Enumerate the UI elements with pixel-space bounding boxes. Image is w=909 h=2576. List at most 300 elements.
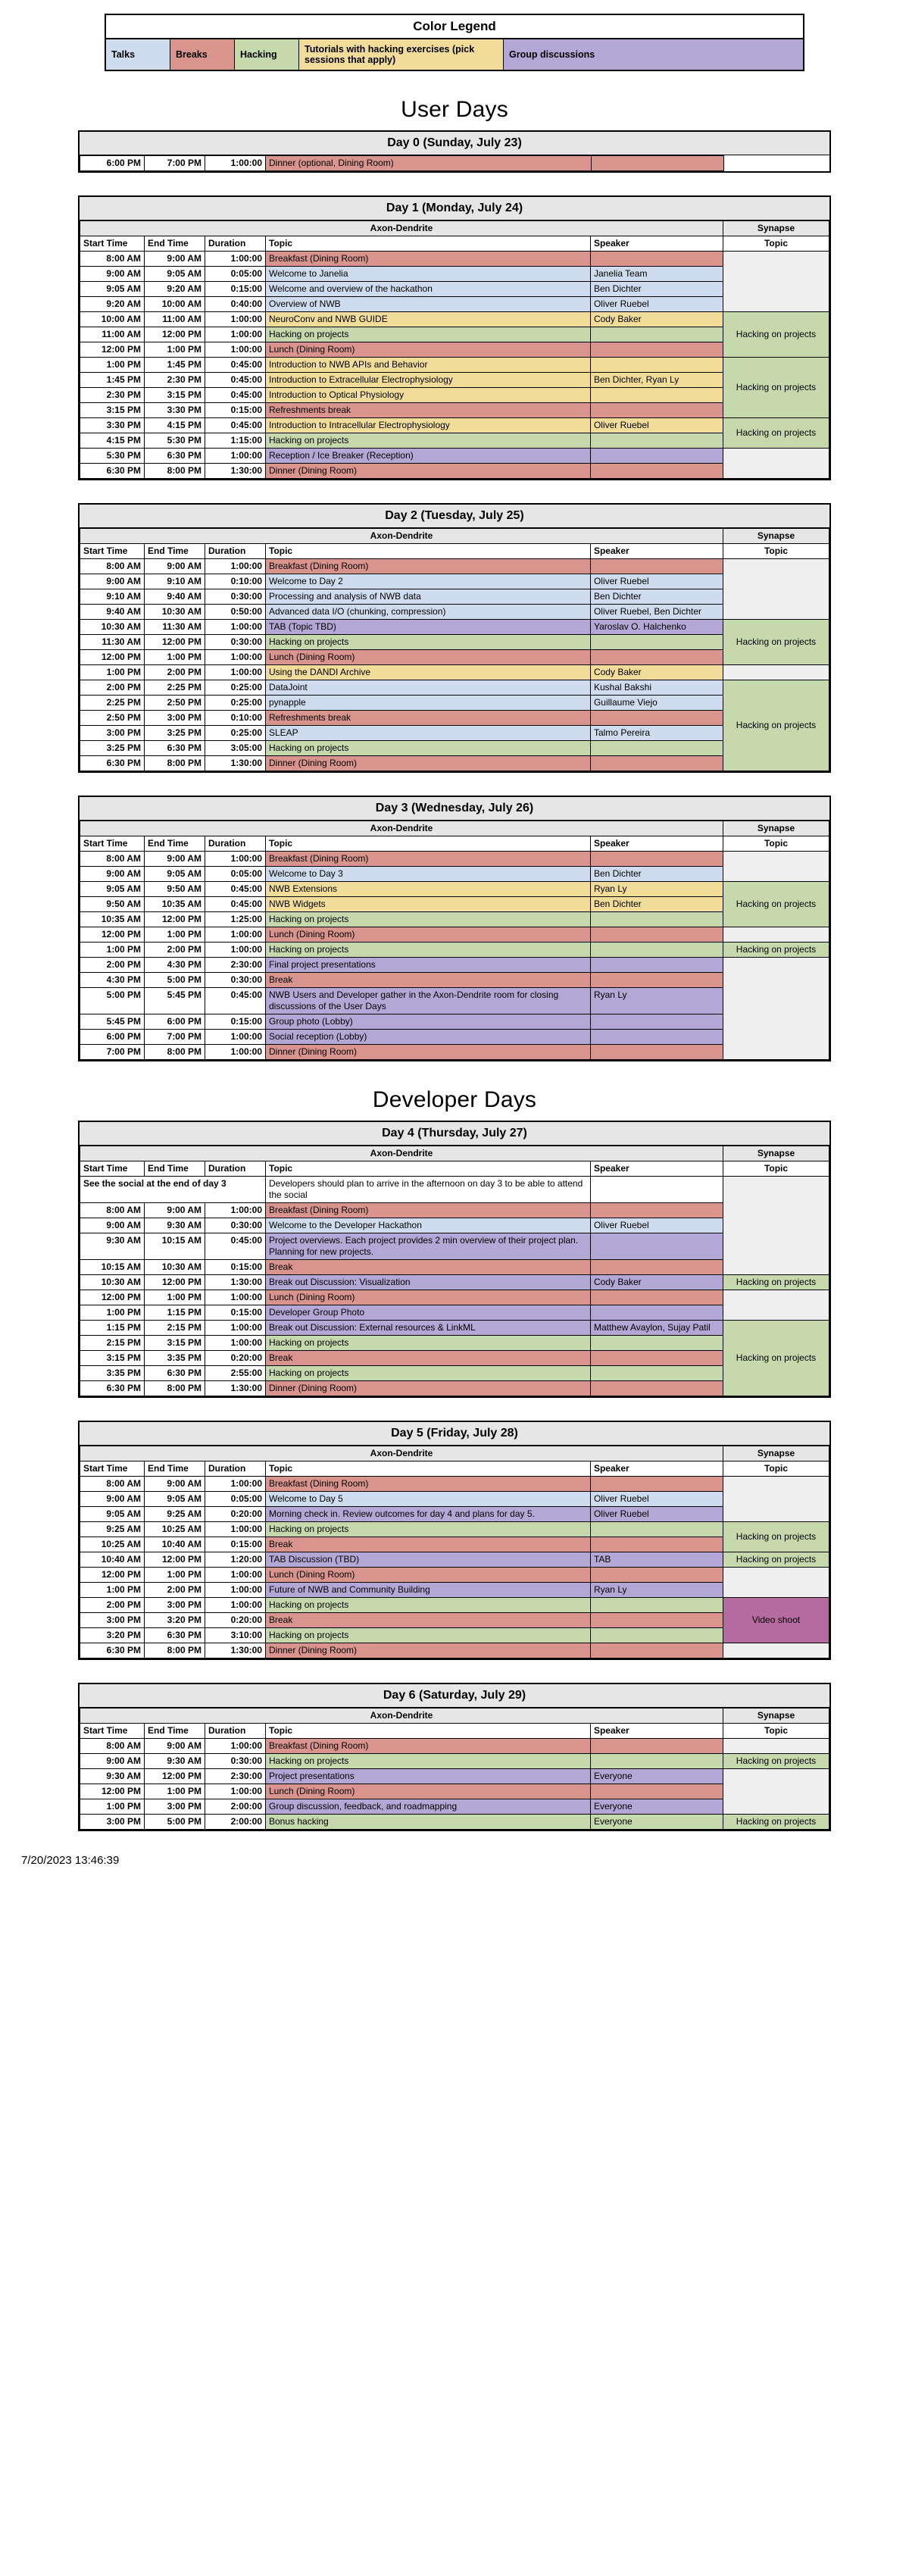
cell-synapse-topic: Hacking on projects bbox=[723, 1275, 829, 1290]
cell-speaker bbox=[590, 358, 723, 373]
table-row bbox=[80, 449, 829, 464]
cell-topic: Bonus hacking bbox=[266, 1815, 591, 1830]
cell-duration: 0:45:00 bbox=[205, 1233, 266, 1260]
cell-end-time: 2:15 PM bbox=[145, 1321, 205, 1336]
table-row bbox=[80, 1218, 829, 1233]
col-header-duration: Duration bbox=[205, 544, 266, 559]
cell-end-time: 3:35 PM bbox=[145, 1351, 205, 1366]
schedule-table bbox=[80, 821, 829, 1060]
column-header-row bbox=[80, 236, 829, 252]
cell-end-time: 5:45 PM bbox=[145, 988, 205, 1014]
cell-speaker: Ryan Ly bbox=[590, 988, 723, 1014]
cell-start-time: 12:00 PM bbox=[80, 1290, 145, 1305]
cell-topic: Breakfast (Dining Room) bbox=[266, 252, 591, 267]
table-row bbox=[80, 1321, 829, 1336]
cell-speaker bbox=[590, 1598, 723, 1613]
cell-speaker: Ben Dichter bbox=[590, 589, 723, 605]
cell-duration: 0:05:00 bbox=[205, 867, 266, 882]
cell-start-time: 10:00 AM bbox=[80, 312, 145, 327]
day-block-day5 bbox=[78, 1421, 831, 1660]
cell-speaker bbox=[590, 1290, 723, 1305]
cell-synapse-topic bbox=[723, 1477, 829, 1522]
cell-end-time: 5:00 PM bbox=[145, 973, 205, 988]
cell-note-label: See the social at the end of day 3 bbox=[80, 1177, 266, 1203]
column-header-row bbox=[80, 1724, 829, 1739]
cell-start-time: 3:15 PM bbox=[80, 403, 145, 418]
cell-start-time: 3:00 PM bbox=[80, 1815, 145, 1830]
table-row bbox=[80, 156, 830, 171]
cell-topic: Breakfast (Dining Room) bbox=[266, 559, 591, 574]
schedule-table bbox=[80, 220, 829, 479]
cell-topic: Introduction to Optical Physiology bbox=[266, 388, 591, 403]
cell-end-time: 6:30 PM bbox=[145, 449, 205, 464]
cell-topic: Hacking on projects bbox=[266, 1628, 591, 1643]
cell-topic: Lunch (Dining Room) bbox=[266, 927, 591, 943]
cell-start-time: 10:30 AM bbox=[80, 1275, 145, 1290]
cell-duration: 1:00:00 bbox=[205, 1784, 266, 1799]
cell-start-time: 8:00 AM bbox=[80, 559, 145, 574]
cell-start-time: 6:30 PM bbox=[80, 1643, 145, 1658]
cell-end-time: 6:00 PM bbox=[145, 1014, 205, 1030]
cell-start-time: 12:00 PM bbox=[80, 1784, 145, 1799]
cell-duration: 1:00:00 bbox=[205, 1290, 266, 1305]
cell-speaker bbox=[590, 973, 723, 988]
col-header-end: End Time bbox=[145, 1724, 205, 1739]
cell-topic: Future of NWB and Community Building bbox=[266, 1583, 591, 1598]
section-heading-user-days: User Days bbox=[401, 97, 508, 122]
cell-end-time: 5:00 PM bbox=[145, 1815, 205, 1830]
table-row bbox=[80, 559, 829, 574]
col-header-end: End Time bbox=[145, 544, 205, 559]
cell-topic: Break bbox=[266, 1613, 591, 1628]
cell-topic: Overview of NWB bbox=[266, 297, 591, 312]
table-row bbox=[80, 1305, 829, 1321]
cell-topic: Dinner (Dining Room) bbox=[266, 1045, 591, 1060]
cell-speaker bbox=[590, 1045, 723, 1060]
group-label-synapse: Synapse bbox=[723, 821, 829, 836]
cell-duration: 0:30:00 bbox=[205, 589, 266, 605]
cell-duration: 1:00:00 bbox=[205, 665, 266, 680]
cell-duration: 0:15:00 bbox=[205, 1305, 266, 1321]
table-row bbox=[80, 665, 829, 680]
cell-speaker: Ryan Ly bbox=[590, 1583, 723, 1598]
cell-end-time: 12:00 PM bbox=[145, 912, 205, 927]
cell-end-time: 10:40 AM bbox=[145, 1537, 205, 1552]
cell-speaker bbox=[590, 1568, 723, 1583]
cell-topic: Final project presentations bbox=[266, 958, 591, 973]
table-row bbox=[80, 282, 829, 297]
cell-start-time: 9:40 AM bbox=[80, 605, 145, 620]
cell-topic: Introduction to Intracellular Electrophysiology bbox=[266, 418, 591, 433]
cell-speaker: Oliver Ruebel bbox=[590, 574, 723, 589]
cell-topic: pynapple bbox=[266, 696, 591, 711]
cell-duration: 1:00:00 bbox=[205, 312, 266, 327]
cell-speaker: Yaroslav O. Halchenko bbox=[590, 620, 723, 635]
day-title: Day 5 (Friday, July 28) bbox=[80, 1422, 829, 1446]
cell-duration: 3:10:00 bbox=[205, 1628, 266, 1643]
cell-topic: Morning check in. Review outcomes for day 4 and plans for day 5. bbox=[266, 1507, 591, 1522]
col-header-speaker: Speaker bbox=[590, 1462, 723, 1477]
table-row bbox=[80, 882, 829, 897]
cell-speaker bbox=[590, 1014, 723, 1030]
cell-start-time: 8:00 AM bbox=[80, 1203, 145, 1218]
cell-start-time: 1:00 PM bbox=[80, 1305, 145, 1321]
cell-start-time: 9:00 AM bbox=[80, 574, 145, 589]
table-row bbox=[80, 1799, 829, 1815]
cell-start-time: 2:00 PM bbox=[80, 1598, 145, 1613]
table-row bbox=[80, 1583, 829, 1598]
cell-duration: 0:20:00 bbox=[205, 1613, 266, 1628]
col-header-synapse-topic: Topic bbox=[723, 836, 829, 852]
cell-speaker: Cody Baker bbox=[590, 1275, 723, 1290]
table-row bbox=[80, 1014, 829, 1030]
cell-topic: Welcome to Day 2 bbox=[266, 574, 591, 589]
section-heading-developer-days: Developer Days bbox=[372, 1087, 537, 1112]
cell-topic: Developers should plan to arrive in the afternoon on day 3 to be able to attend the social bbox=[266, 1177, 591, 1203]
schedule-table bbox=[80, 1446, 829, 1658]
col-header-synapse-topic: Topic bbox=[723, 236, 829, 252]
col-header-start: Start Time bbox=[80, 544, 145, 559]
cell-duration: 0:40:00 bbox=[205, 297, 266, 312]
cell-start-time: 9:00 AM bbox=[80, 1754, 145, 1769]
cell-end-time: 12:00 PM bbox=[145, 635, 205, 650]
cell-synapse-topic bbox=[723, 252, 829, 312]
cell-duration: 0:45:00 bbox=[205, 358, 266, 373]
table-row bbox=[80, 1030, 829, 1045]
cell-speaker bbox=[590, 433, 723, 449]
cell-duration: 1:00:00 bbox=[205, 1203, 266, 1218]
col-header-duration: Duration bbox=[205, 236, 266, 252]
cell-topic: Break bbox=[266, 1537, 591, 1552]
cell-speaker bbox=[590, 711, 723, 726]
cell-end-time: 9:20 AM bbox=[145, 282, 205, 297]
cell-duration: 0:15:00 bbox=[205, 1014, 266, 1030]
cell-start-time: 2:30 PM bbox=[80, 388, 145, 403]
cell-duration: 1:00:00 bbox=[205, 342, 266, 358]
cell-duration: 1:00:00 bbox=[205, 449, 266, 464]
cell-speaker: Talmo Pereira bbox=[590, 726, 723, 741]
cell-end-time: 1:00 PM bbox=[145, 650, 205, 665]
cell-end-time: 12:00 PM bbox=[145, 1769, 205, 1784]
cell-start-time: 9:05 AM bbox=[80, 282, 145, 297]
cell-end-time: 9:10 AM bbox=[145, 574, 205, 589]
cell-topic: TAB Discussion (TBD) bbox=[266, 1552, 591, 1568]
cell-end-time: 3:15 PM bbox=[145, 388, 205, 403]
table-row bbox=[80, 1290, 829, 1305]
cell-synapse-topic: Hacking on projects bbox=[723, 882, 829, 927]
cell-start-time: 9:00 AM bbox=[80, 1492, 145, 1507]
cell-synapse-topic bbox=[723, 852, 829, 882]
cell-duration: 1:00:00 bbox=[205, 327, 266, 342]
day-block-day3 bbox=[78, 796, 831, 1061]
table-row bbox=[80, 1203, 829, 1218]
cell-speaker: Oliver Ruebel bbox=[590, 1218, 723, 1233]
cell-end-time: 2:25 PM bbox=[145, 680, 205, 696]
cell-synapse-topic bbox=[723, 927, 829, 943]
cell-speaker bbox=[590, 403, 723, 418]
cell-speaker bbox=[590, 1613, 723, 1628]
cell-topic: Breakfast (Dining Room) bbox=[266, 1203, 591, 1218]
group-label-synapse: Synapse bbox=[723, 1146, 829, 1161]
cell-end-time: 2:00 PM bbox=[145, 943, 205, 958]
col-header-duration: Duration bbox=[205, 1724, 266, 1739]
cell-start-time: 9:05 AM bbox=[80, 1507, 145, 1522]
cell-duration: 1:00:00 bbox=[205, 1739, 266, 1754]
table-row bbox=[80, 1754, 829, 1769]
cell-duration: 0:25:00 bbox=[205, 680, 266, 696]
cell-topic: Breakfast (Dining Room) bbox=[266, 1739, 591, 1754]
cell-end-time: 7:00 PM bbox=[145, 156, 205, 171]
cell-topic: Lunch (Dining Room) bbox=[266, 1568, 591, 1583]
table-row bbox=[80, 403, 829, 418]
table-row bbox=[80, 756, 829, 771]
cell-end-time: 1:00 PM bbox=[145, 1290, 205, 1305]
cell-start-time: 12:00 PM bbox=[80, 927, 145, 943]
cell-start-time: 3:00 PM bbox=[80, 1613, 145, 1628]
cell-topic: Break bbox=[266, 973, 591, 988]
cell-start-time: 12:00 PM bbox=[80, 342, 145, 358]
table-row bbox=[80, 696, 829, 711]
cell-speaker bbox=[590, 327, 723, 342]
cell-speaker bbox=[590, 388, 723, 403]
cell-start-time: 7:00 PM bbox=[80, 1045, 145, 1060]
group-header-row bbox=[80, 529, 829, 544]
cell-duration: 0:05:00 bbox=[205, 1492, 266, 1507]
cell-synapse-topic bbox=[723, 559, 829, 620]
cell-start-time: 2:25 PM bbox=[80, 696, 145, 711]
cell-synapse-topic: Hacking on projects bbox=[723, 1522, 829, 1552]
cell-speaker: Everyone bbox=[590, 1769, 723, 1784]
table-row bbox=[80, 1784, 829, 1799]
day-title: Day 2 (Tuesday, July 25) bbox=[80, 505, 829, 528]
legend-item: Breaks bbox=[170, 39, 235, 70]
group-header-row bbox=[80, 1708, 829, 1724]
cell-start-time: 10:25 AM bbox=[80, 1537, 145, 1552]
cell-start-time: 2:00 PM bbox=[80, 958, 145, 973]
cell-start-time: 10:35 AM bbox=[80, 912, 145, 927]
cell-topic: Lunch (Dining Room) bbox=[266, 1290, 591, 1305]
column-header-row bbox=[80, 836, 829, 852]
cell-synapse-topic: Hacking on projects bbox=[723, 680, 829, 771]
cell-topic: NeuroConv and NWB GUIDE bbox=[266, 312, 591, 327]
cell-topic: Welcome to Day 5 bbox=[266, 1492, 591, 1507]
table-row bbox=[80, 620, 829, 635]
cell-duration: 1:00:00 bbox=[205, 252, 266, 267]
group-header-row bbox=[80, 1446, 829, 1462]
cell-end-time: 12:00 PM bbox=[145, 1275, 205, 1290]
col-header-topic: Topic bbox=[266, 544, 591, 559]
cell-synapse-topic bbox=[723, 1568, 829, 1598]
cell-speaker bbox=[590, 1351, 723, 1366]
cell-topic: Dinner (Dining Room) bbox=[266, 1643, 591, 1658]
cell-speaker: Oliver Ruebel bbox=[590, 297, 723, 312]
table-row bbox=[80, 650, 829, 665]
table-row bbox=[80, 1045, 829, 1060]
cell-end-time: 10:25 AM bbox=[145, 1522, 205, 1537]
cell-duration: 1:00:00 bbox=[205, 943, 266, 958]
col-header-synapse-topic: Topic bbox=[723, 544, 829, 559]
cell-synapse-topic bbox=[723, 958, 829, 1060]
cell-duration: 2:55:00 bbox=[205, 1366, 266, 1381]
cell-speaker bbox=[590, 1381, 723, 1396]
cell-duration: 0:50:00 bbox=[205, 605, 266, 620]
cell-duration: 1:30:00 bbox=[205, 1275, 266, 1290]
developer-days-container bbox=[0, 1121, 909, 1831]
cell-start-time: 8:00 AM bbox=[80, 852, 145, 867]
cell-end-time: 1:00 PM bbox=[145, 927, 205, 943]
cell-speaker bbox=[590, 943, 723, 958]
legend-title: Color Legend bbox=[106, 15, 803, 39]
cell-start-time: 9:50 AM bbox=[80, 897, 145, 912]
table-row bbox=[80, 1628, 829, 1643]
col-header-start: Start Time bbox=[80, 836, 145, 852]
cell-end-time: 8:00 PM bbox=[145, 1643, 205, 1658]
cell-start-time: 3:00 PM bbox=[80, 726, 145, 741]
cell-topic: Group discussion, feedback, and roadmapping bbox=[266, 1799, 591, 1815]
col-header-speaker: Speaker bbox=[590, 236, 723, 252]
table-row bbox=[80, 1522, 829, 1537]
cell-topic: Using the DANDI Archive bbox=[266, 665, 591, 680]
cell-start-time: 8:00 AM bbox=[80, 1739, 145, 1754]
footer-timestamp: 7/20/2023 13:46:39 bbox=[21, 1854, 120, 1867]
table-row bbox=[80, 605, 829, 620]
cell-duration: 0:30:00 bbox=[205, 973, 266, 988]
cell-speaker: Cody Baker bbox=[590, 312, 723, 327]
cell-speaker bbox=[590, 912, 723, 927]
cell-speaker bbox=[590, 1203, 723, 1218]
table-row bbox=[80, 1568, 829, 1583]
table-row bbox=[80, 464, 829, 479]
table-row bbox=[80, 741, 829, 756]
table-row bbox=[80, 1552, 829, 1568]
cell-speaker: Ben Dichter bbox=[590, 867, 723, 882]
cell-end-time: 12:00 PM bbox=[145, 327, 205, 342]
cell-speaker bbox=[590, 852, 723, 867]
cell-speaker bbox=[590, 756, 723, 771]
cell-start-time: 1:45 PM bbox=[80, 373, 145, 388]
col-header-start: Start Time bbox=[80, 236, 145, 252]
table-row bbox=[80, 267, 829, 282]
cell-speaker: Janelia Team bbox=[590, 267, 723, 282]
table-row bbox=[80, 1492, 829, 1507]
cell-start-time: 5:30 PM bbox=[80, 449, 145, 464]
schedule-table bbox=[80, 528, 829, 771]
cell-duration: 1:00:00 bbox=[205, 650, 266, 665]
day-title: Day 1 (Monday, July 24) bbox=[80, 197, 829, 220]
cell-topic: Welcome and overview of the hackathon bbox=[266, 282, 591, 297]
group-label-axon: Axon-Dendrite bbox=[80, 529, 723, 544]
cell-topic: Developer Group Photo bbox=[266, 1305, 591, 1321]
cell-topic: Lunch (Dining Room) bbox=[266, 1784, 591, 1799]
col-header-start: Start Time bbox=[80, 1161, 145, 1177]
cell-end-time: 9:05 AM bbox=[145, 867, 205, 882]
legend-item: Hacking bbox=[235, 39, 299, 70]
cell-topic: Project presentations bbox=[266, 1769, 591, 1784]
cell-duration: 1:00:00 bbox=[205, 1030, 266, 1045]
cell-topic: Break out Discussion: External resources & LinkML bbox=[266, 1321, 591, 1336]
legend-item: Tutorials with hacking exercises (pick sessions that apply) bbox=[299, 39, 504, 70]
cell-start-time: 9:20 AM bbox=[80, 297, 145, 312]
col-header-synapse-topic: Topic bbox=[723, 1724, 829, 1739]
cell-start-time: 6:30 PM bbox=[80, 756, 145, 771]
cell-topic: NWB Widgets bbox=[266, 897, 591, 912]
cell-speaker: TAB bbox=[590, 1552, 723, 1568]
cell-speaker: Ben Dichter bbox=[590, 282, 723, 297]
cell-speaker bbox=[590, 958, 723, 973]
cell-synapse-topic bbox=[723, 1739, 829, 1754]
cell-start-time: 3:25 PM bbox=[80, 741, 145, 756]
col-header-topic: Topic bbox=[266, 236, 591, 252]
cell-end-time: 3:00 PM bbox=[145, 711, 205, 726]
table-row bbox=[80, 1815, 829, 1830]
cell-end-time: 2:00 PM bbox=[145, 665, 205, 680]
cell-speaker bbox=[590, 650, 723, 665]
table-row bbox=[80, 635, 829, 650]
cell-topic: Refreshments break bbox=[266, 403, 591, 418]
cell-end-time: 3:30 PM bbox=[145, 403, 205, 418]
cell-duration: 0:45:00 bbox=[205, 418, 266, 433]
table-row bbox=[80, 1336, 829, 1351]
cell-end-time: 8:00 PM bbox=[145, 464, 205, 479]
table-row bbox=[80, 342, 829, 358]
cell-topic: Reception / Ice Breaker (Reception) bbox=[266, 449, 591, 464]
cell-duration: 2:30:00 bbox=[205, 1769, 266, 1784]
column-header-row bbox=[80, 544, 829, 559]
cell-duration: 1:30:00 bbox=[205, 464, 266, 479]
cell-topic: Social reception (Lobby) bbox=[266, 1030, 591, 1045]
cell-end-time: 9:00 AM bbox=[145, 252, 205, 267]
cell-synapse-topic: Hacking on projects bbox=[723, 943, 829, 958]
cell-start-time: 3:20 PM bbox=[80, 1628, 145, 1643]
col-header-topic: Topic bbox=[266, 1462, 591, 1477]
table-row bbox=[80, 1177, 829, 1203]
cell-speaker bbox=[590, 1628, 723, 1643]
cell-duration: 0:45:00 bbox=[205, 882, 266, 897]
group-label-axon: Axon-Dendrite bbox=[80, 1708, 723, 1724]
cell-duration: 1:00:00 bbox=[205, 1598, 266, 1613]
cell-end-time: 7:00 PM bbox=[145, 1030, 205, 1045]
cell-speaker bbox=[590, 1177, 723, 1203]
cell-synapse-topic: Hacking on projects bbox=[723, 1815, 829, 1830]
cell-topic: Hacking on projects bbox=[266, 1598, 591, 1613]
cell-duration: 1:00:00 bbox=[205, 1522, 266, 1537]
table-row bbox=[80, 1351, 829, 1366]
cell-duration: 0:05:00 bbox=[205, 267, 266, 282]
cell-start-time: 6:00 PM bbox=[80, 156, 145, 171]
cell-speaker: Oliver Ruebel bbox=[590, 1507, 723, 1522]
cell-duration: 1:00:00 bbox=[205, 852, 266, 867]
cell-speaker: Everyone bbox=[590, 1815, 723, 1830]
cell-start-time: 10:15 AM bbox=[80, 1260, 145, 1275]
cell-start-time: 3:35 PM bbox=[80, 1366, 145, 1381]
cell-duration: 1:30:00 bbox=[205, 1643, 266, 1658]
cell-start-time: 2:15 PM bbox=[80, 1336, 145, 1351]
cell-speaker bbox=[591, 156, 723, 171]
legend-item: Talks bbox=[106, 39, 170, 70]
cell-start-time: 6:30 PM bbox=[80, 464, 145, 479]
table-row bbox=[80, 1477, 829, 1492]
cell-start-time: 1:15 PM bbox=[80, 1321, 145, 1336]
cell-duration: 0:30:00 bbox=[205, 1218, 266, 1233]
cell-topic: TAB (Topic TBD) bbox=[266, 620, 591, 635]
cell-topic: DataJoint bbox=[266, 680, 591, 696]
cell-duration: 0:20:00 bbox=[205, 1507, 266, 1522]
group-label-synapse: Synapse bbox=[723, 529, 829, 544]
cell-synapse-topic bbox=[723, 1177, 829, 1275]
cell-duration: 1:25:00 bbox=[205, 912, 266, 927]
cell-start-time: 9:05 AM bbox=[80, 882, 145, 897]
table-row bbox=[80, 589, 829, 605]
